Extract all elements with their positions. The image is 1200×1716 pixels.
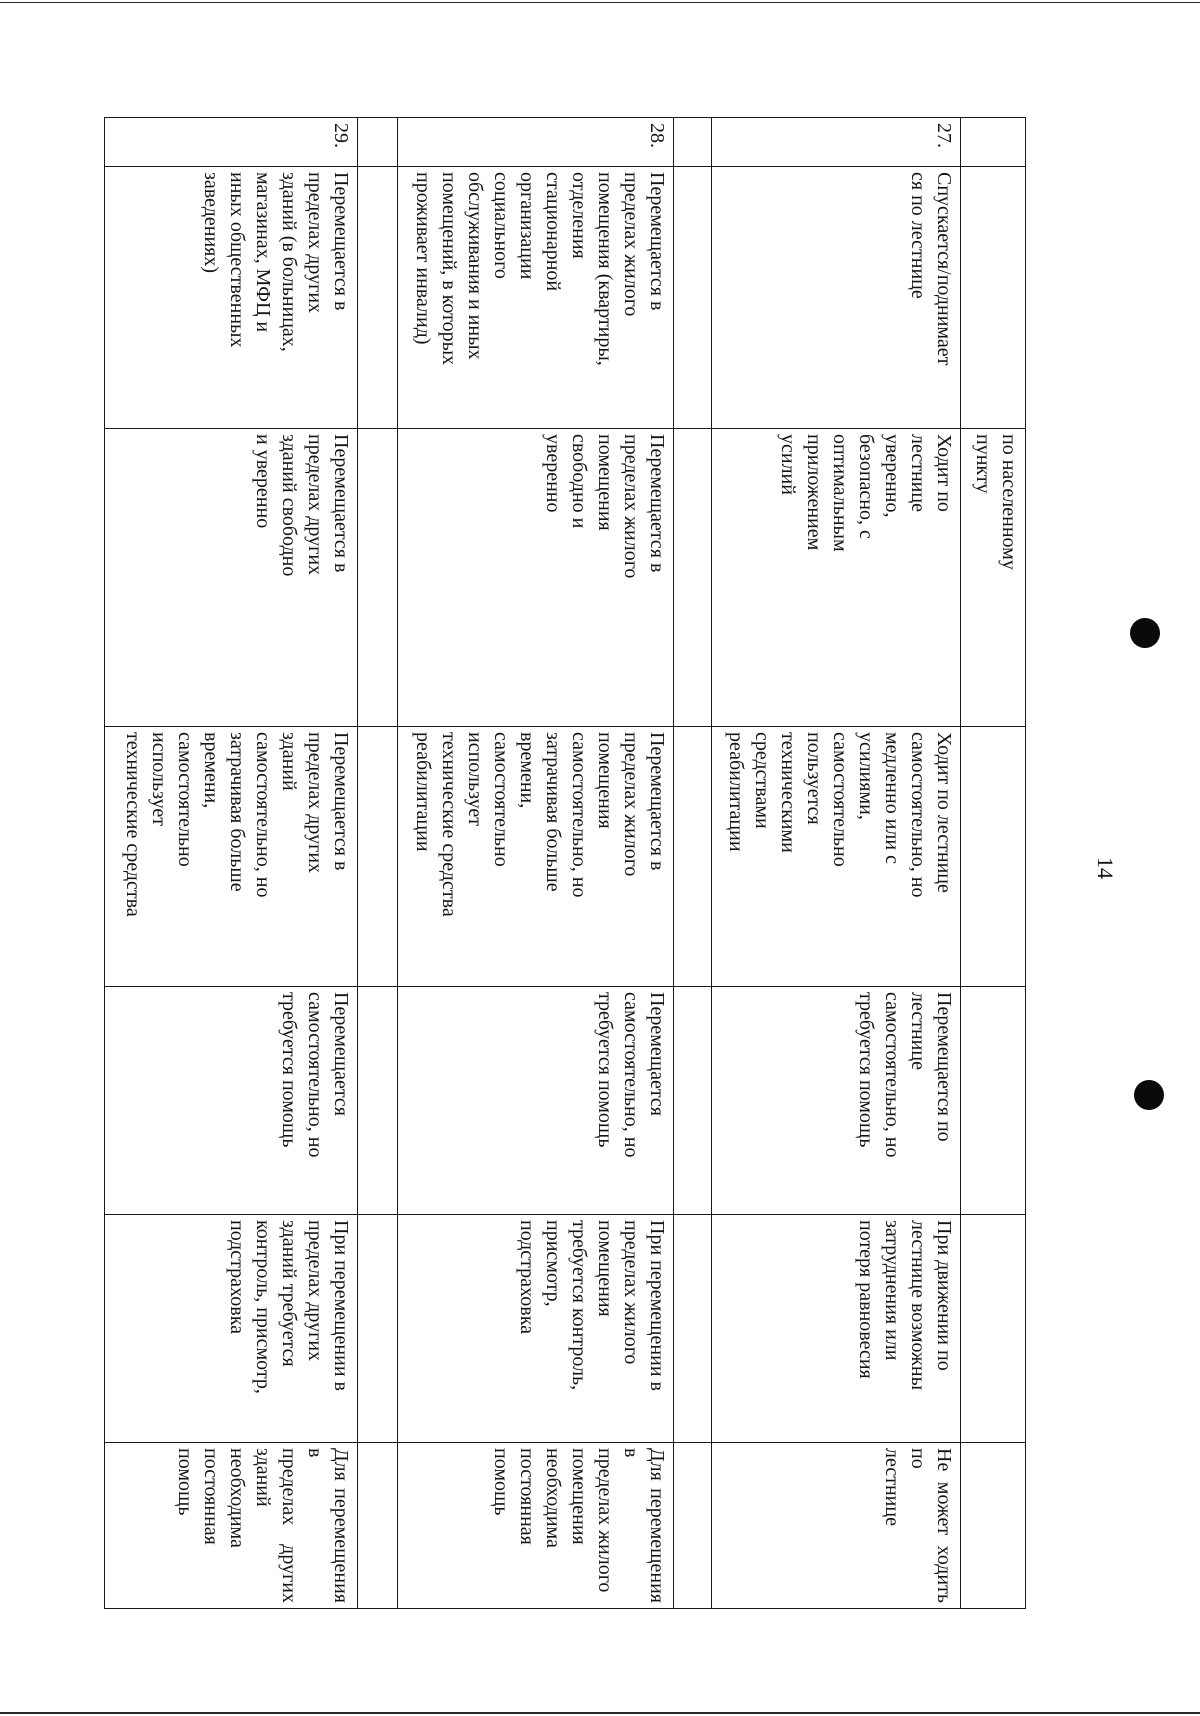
spacer-cell xyxy=(673,987,711,1215)
level-3-text: Перемещается по лестнице самостоятельно, но требуется помощь xyxy=(854,992,955,1158)
punch-hole-lower xyxy=(1134,1080,1164,1110)
table-row-spacer-2 xyxy=(358,118,398,1609)
level-1-cell xyxy=(105,429,358,727)
activity-text: Спускается/поднимает ся по лестнице xyxy=(906,172,955,366)
table-row-28 xyxy=(398,118,674,1609)
activity-cell xyxy=(398,167,674,429)
level-2-cell xyxy=(398,727,674,987)
scan-edge-top xyxy=(0,2,1200,3)
level-1-text: Перемещается в пределах других зданий свободно и уверенно xyxy=(252,434,352,577)
level-4-cell xyxy=(398,1215,674,1443)
activity-text: Перемещается в пределах жилого помещения (квартиры, отделения стационарной организации социального обслуживания и иных помещений, в которых проживает инвалид) xyxy=(411,172,668,366)
level-2-cell xyxy=(712,727,961,987)
cell-top-c2 xyxy=(960,727,1025,987)
activity-text: Перемещается в пределах других зданий (в больницах, магазинах, МФЦ и иных общественных заведениях) xyxy=(200,172,352,352)
spacer-cell xyxy=(673,167,711,429)
cell-top-c3 xyxy=(960,987,1025,1215)
level-5-text: Для перемещения в пределах других зданий необходима постоянная помощь xyxy=(174,1448,352,1603)
spacer-cell xyxy=(673,727,711,987)
level-2-text: Перемещается в пределах жилого помещения самостоятельно, но затрачивая больше времени, самостоятельно использует технические средства реабилитации xyxy=(411,732,668,917)
level-2-text: Перемещается в пределах других зданий самостоятельно, но затрачивая больше времени, самостоятельно использует технические средства xyxy=(122,732,352,917)
level-1-cell xyxy=(712,429,961,727)
spacer-cell xyxy=(358,987,398,1215)
table-row-top xyxy=(960,118,1025,1609)
spacer-cell xyxy=(673,118,711,167)
row-number: 28. xyxy=(398,118,674,167)
spacer-cell xyxy=(358,429,398,727)
table-row-spacer-1 xyxy=(673,118,711,1609)
level-2-cell xyxy=(105,727,358,987)
cell-top-c5 xyxy=(960,1443,1025,1609)
spacer-cell xyxy=(358,118,398,167)
spacer-cell xyxy=(358,1443,398,1609)
level-5-cell xyxy=(398,1443,674,1609)
cell-top-c4 xyxy=(960,1215,1025,1443)
activity-cell xyxy=(712,167,961,429)
level-1-text: Ходит по лестнице уверенно, безопасно, с оптимальным приложением усилий xyxy=(776,434,955,552)
spacer-cell xyxy=(673,1443,711,1609)
level-5-text: Не может ходить по лестнице xyxy=(880,1448,955,1603)
assessment-table xyxy=(104,117,1026,1609)
table-row-27 xyxy=(712,118,961,1609)
level-5-cell xyxy=(105,1443,358,1609)
level-3-text: Перемещается самостоятельно, но требуется помощь xyxy=(593,992,668,1158)
scan-edge-bottom xyxy=(0,1712,1200,1714)
row-number: 29. xyxy=(105,118,358,167)
level-4-text: При движении по лестнице возможны затруднения или потеря равновесия xyxy=(854,1220,955,1390)
level-4-cell xyxy=(105,1215,358,1443)
spacer-cell xyxy=(673,429,711,727)
level-3-cell xyxy=(398,987,674,1215)
table-row-29 xyxy=(105,118,358,1609)
level-4-cell xyxy=(712,1215,961,1443)
level-3-cell xyxy=(105,987,358,1215)
level-3-text: Перемещается самостоятельно, но требуется помощь xyxy=(278,992,352,1158)
rotated-table-wrapper xyxy=(104,117,1026,1608)
spacer-cell xyxy=(358,1215,398,1443)
cell-text-top-c1: по населенному пункту xyxy=(972,434,1020,570)
cell-top-activity xyxy=(960,167,1025,429)
level-3-cell xyxy=(712,987,961,1215)
spacer-cell xyxy=(358,727,398,987)
level-2-text: Ходит по лестнице самостоятельно, но медленно или с усилиями, самостоятельно пользуется техническими средствами реабилитации xyxy=(724,732,955,898)
row-number: 27. xyxy=(712,118,961,167)
level-4-text: При перемещении в пределах других зданий требуется контроль, присмотр, подстраховка xyxy=(226,1220,352,1394)
page-number: 14 xyxy=(1093,857,1118,879)
level-1-text: Перемещается в пределах жилого помещения свободно и уверенно xyxy=(541,434,668,579)
level-1-cell xyxy=(398,429,674,727)
punch-hole-upper xyxy=(1130,618,1160,648)
spacer-cell xyxy=(673,1215,711,1443)
cell-top-c1 xyxy=(960,429,1025,727)
cell-top-num xyxy=(960,118,1025,167)
level-4-text: При перемещении в пределах жилого помещения требуется контроль, присмотр, подстраховка xyxy=(515,1220,668,1391)
spacer-cell xyxy=(358,167,398,429)
level-5-text: Для перемещения в пределах жилого помещения необходима постоянная помощь xyxy=(489,1448,668,1603)
level-5-cell xyxy=(712,1443,961,1609)
activity-cell xyxy=(105,167,358,429)
